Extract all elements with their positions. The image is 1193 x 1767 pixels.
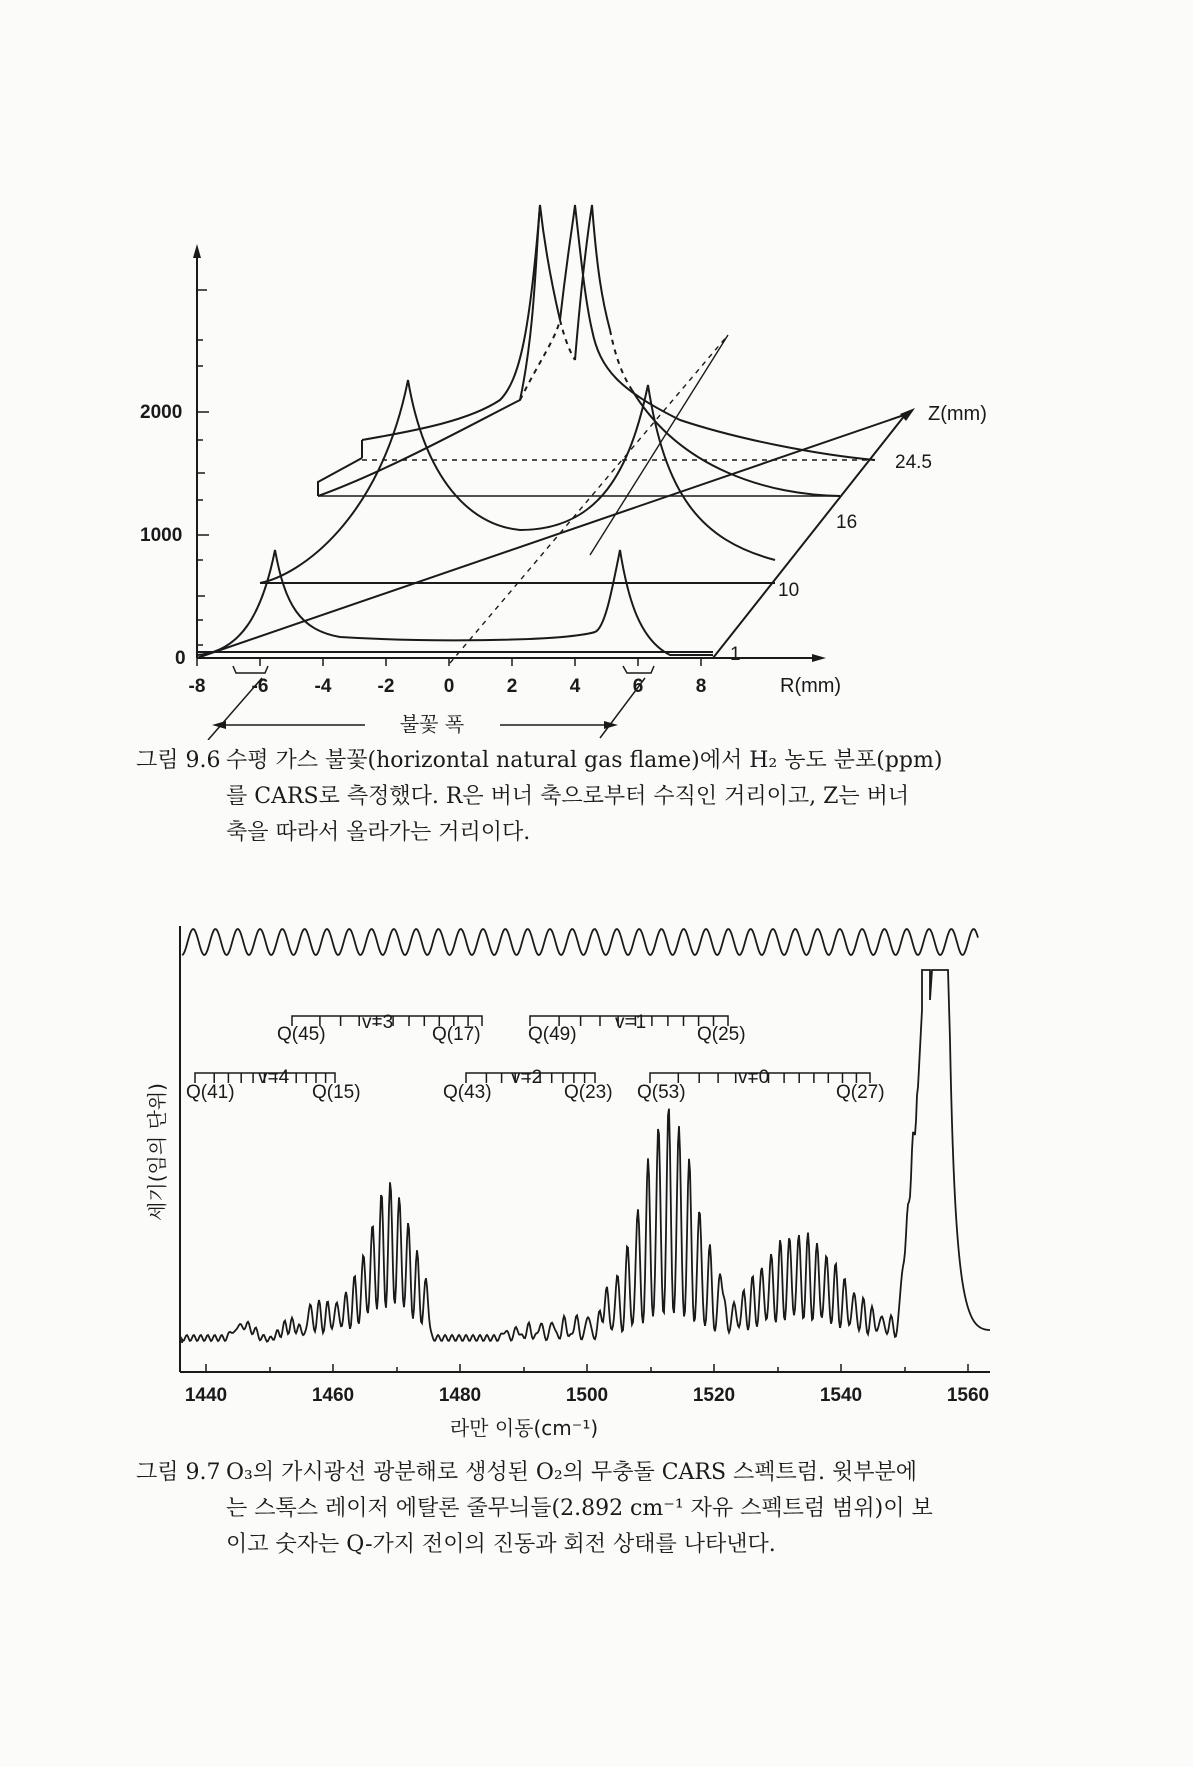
band-label: v=4 [258,1067,290,1088]
caption-line: 축을 따라서 올라가는 거리이다. [226,820,531,845]
x-tick: 1560 [946,1385,990,1406]
band-label: v=0 [738,1067,770,1088]
x-tick: 1460 [311,1385,355,1406]
band-label: Q(49) [528,1024,577,1045]
z-value-24-5: 24.5 [895,452,932,473]
y-tick-0: 0 [175,648,186,669]
x-tick: 2 [506,676,518,697]
y-axis-label: 세기(임의 단위) [145,1083,169,1221]
x-tick: 1480 [438,1385,482,1406]
z-axis-label: Z(mm) [928,403,987,425]
x-tick: 8 [695,676,707,697]
flame-width-label: 불꽃 폭 [399,712,465,736]
caption-number: 그림 9.6 [136,748,221,773]
x-tick: -2 [377,676,395,697]
z-value-16: 16 [836,512,858,533]
z-value-10: 10 [778,580,800,601]
band-label: Q(23) [564,1082,613,1103]
caption-line: 를 CARS로 측정했다. R은 버너 축으로부터 수직인 거리이고, Z는 버너 [226,784,910,809]
band-label: v=2 [511,1067,543,1088]
r-axis-label: R(mm) [780,675,842,697]
x-tick: 0 [443,676,455,697]
x-tick: -8 [188,676,206,697]
x-tick: 1500 [565,1385,609,1406]
band-label: v=1 [615,1012,647,1033]
caption-line: O₃의 가시광선 광분해로 생성된 O₂의 무충돌 CARS 스펙트럼. 윗부분에 [226,1460,918,1485]
band-label: Q(45) [277,1024,326,1045]
band-label: Q(53) [637,1082,686,1103]
band-label: Q(17) [432,1024,481,1045]
figure-9-6-plot [0,0,1193,740]
band-label: Q(25) [697,1024,746,1045]
caption-line: 이고 숫자는 Q-가지 전이의 진동과 회전 상태를 나타낸다. [226,1532,776,1557]
figure-9-7-caption [136,1455,1016,1563]
x-tick: -4 [314,676,332,697]
x-tick: -6 [251,676,269,697]
x-tick: 1540 [819,1385,863,1406]
caption-line: 수평 가스 불꽃(horizontal natural gas flame)에서 H₂ 농도 분포(ppm) [226,748,943,773]
band-label: Q(27) [836,1082,885,1103]
y-tick-1000: 1000 [140,525,183,546]
x-tick: 4 [569,676,581,697]
x-tick: 1440 [184,1385,228,1406]
band-label: Q(43) [443,1082,492,1103]
figure-9-7-plot [0,920,1193,1440]
x-tick: 6 [632,676,644,697]
y-tick-2000: 2000 [140,402,183,423]
band-label: v=3 [362,1012,394,1033]
z-value-1: 1 [730,644,741,665]
figure-9-6-caption [136,743,1016,851]
x-axis-label: 라만 이동(cm⁻¹) [449,1416,599,1440]
caption-line: 는 스톡스 레이저 에탈론 줄무늬들(2.892 cm⁻¹ 자유 스펙트럼 범위)이 보 [226,1496,933,1521]
x-tick: 1520 [692,1385,736,1406]
band-label: Q(41) [186,1082,235,1103]
band-label: Q(15) [312,1082,361,1103]
caption-number: 그림 9.7 [136,1460,221,1485]
